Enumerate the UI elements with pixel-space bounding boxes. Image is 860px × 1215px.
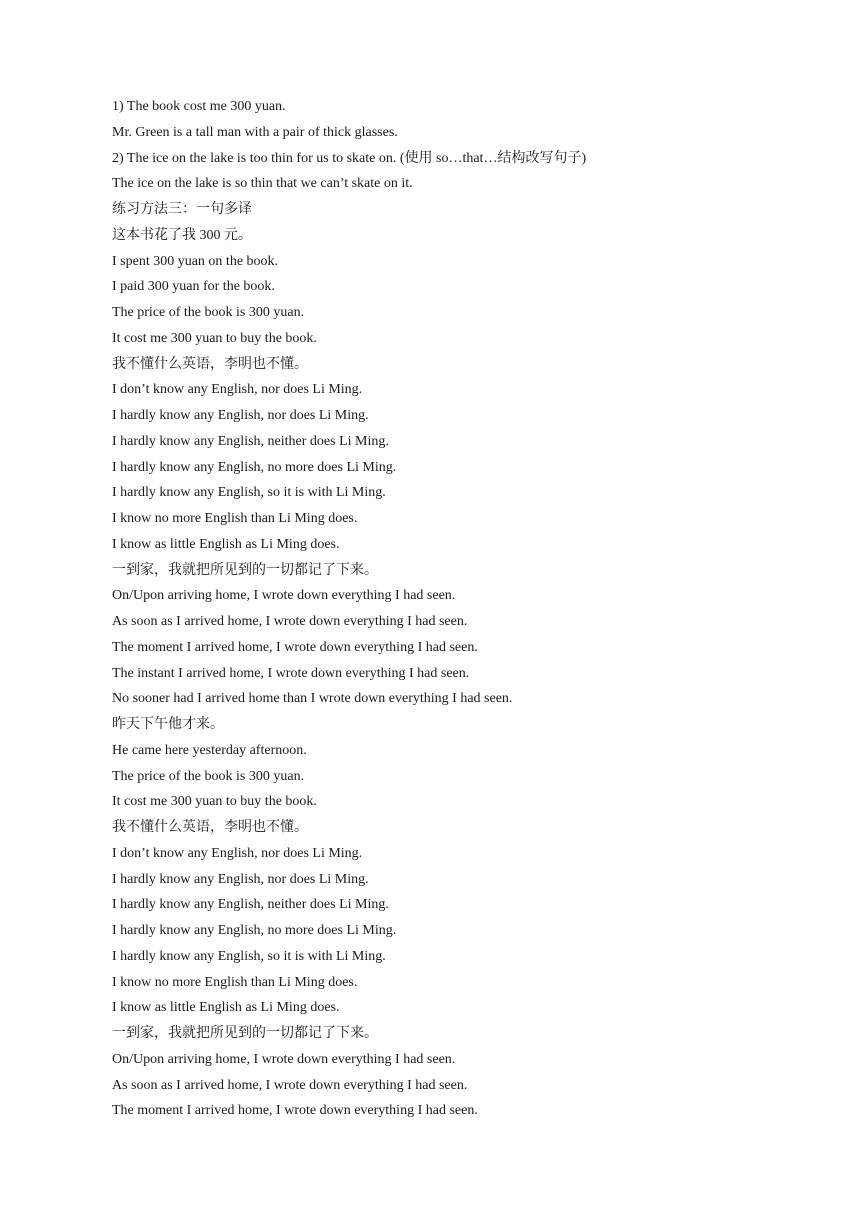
text-line: 1) The book cost me 300 yuan.	[112, 99, 286, 114]
text-line: I hardly know any English, nor does Li Ming.	[112, 871, 369, 887]
text-line: I know no more English than Li Ming does.	[112, 511, 358, 526]
text-line: I paid 300 yuan for the book.	[112, 279, 275, 295]
text-line: On/Upon arriving home, I wrote down everything I had seen.	[112, 588, 456, 604]
text-line: As soon as I arrived home, I wrote down everything I had seen.	[112, 1077, 468, 1093]
text-line: I don’t know any English, nor does Li Ming.	[112, 845, 363, 861]
text-line: It cost me 300 yuan to buy the book.	[112, 330, 317, 346]
document-body	[112, 94, 812, 1124]
text-line: He came here yesterday afternoon.	[112, 742, 307, 758]
text-line: I know as little English as Li Ming does.	[112, 536, 340, 552]
text-line: I hardly know any English, nor does Li Ming.	[112, 408, 369, 423]
text-line: No sooner had I arrived home than I wrote down everything I had seen.	[112, 691, 513, 707]
text-line: On/Upon arriving home, I wrote down everything I had seen.	[112, 1051, 456, 1067]
text-line: I hardly know any English, so it is with Li Ming.	[112, 485, 386, 501]
chinese-prompt: 我不懂什么英语，李明也不懂。	[112, 356, 308, 372]
text-line: The price of the book is 300 yuan.	[112, 305, 305, 320]
chinese-prompt: 一到家，我就把所见到的一切都记了下来。	[112, 562, 378, 578]
chinese-prompt: 一到家，我就把所见到的一切都记了下来。	[112, 1026, 378, 1041]
text-line: I know no more English than Li Ming does.	[112, 974, 358, 990]
text-line: I don’t know any English, nor does Li Ming.	[112, 382, 363, 398]
text-line: I hardly know any English, no more does Li Ming.	[112, 459, 397, 475]
text-line: 2) The ice on the lake is too thin for us to skate on. (使用 so…that…结构改写句子)	[112, 150, 587, 166]
text-line: The moment I arrived home, I wrote down everything I had seen.	[112, 1103, 478, 1119]
text-line: The price of the book is 300 yuan.	[112, 768, 305, 784]
text-line: I hardly know any English, no more does Li Ming.	[112, 923, 397, 938]
text-line: I hardly know any English, so it is with Li Ming.	[112, 948, 386, 964]
chinese-prompt: 昨天下午他才来。	[112, 717, 224, 732]
section-heading: 练习方法三：一句多译	[112, 202, 252, 217]
text-line: I hardly know any English, neither does Li Ming.	[112, 433, 389, 449]
chinese-prompt: 我不懂什么英语，李明也不懂。	[112, 820, 308, 835]
text-line: I spent 300 yuan on the book.	[112, 253, 279, 269]
text-line: I hardly know any English, neither does Li Ming.	[112, 897, 389, 913]
chinese-prompt: 这本书花了我 300 元。	[112, 227, 252, 243]
text-line: I know as little English as Li Ming does.	[112, 1000, 340, 1016]
text-line: The moment I arrived home, I wrote down everything I had seen.	[112, 639, 478, 655]
text-line: It cost me 300 yuan to buy the book.	[112, 794, 317, 810]
text-line: As soon as I arrived home, I wrote down everything I had seen.	[112, 614, 468, 629]
text-line: The ice on the lake is so thin that we can’t skate on it.	[112, 176, 413, 192]
text-line: Mr. Green is a tall man with a pair of thick glasses.	[112, 124, 398, 140]
text-line: The instant I arrived home, I wrote down everything I had seen.	[112, 665, 470, 681]
